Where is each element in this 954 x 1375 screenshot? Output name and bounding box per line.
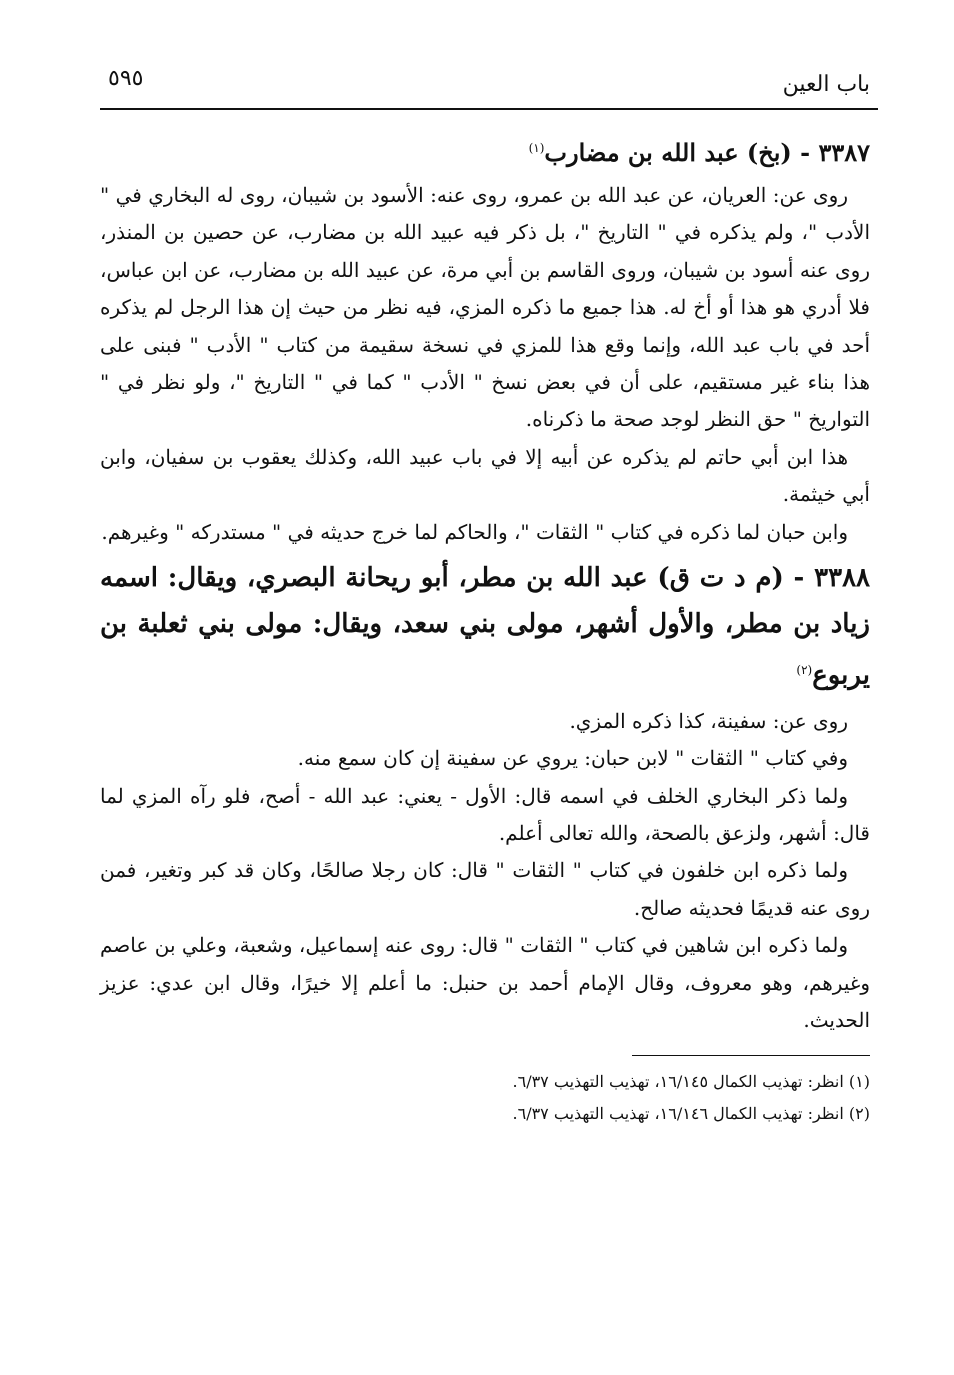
book-page (100, 60, 870, 1350)
entry-title: ٣٣٨٨ - (م د ت ق) عبد الله بن مطر، أبو ريحانة البصري، ويقال: اسمه زياد بن مطر، والأول أشهر، مولى بني سعد، ويقال: مولى بني ثعلبة بن يربوع$^{(٢)}$ (100, 563, 870, 691)
entry-paragraph: روى عن: سفينة، كذا ذكره المزي. (569, 708, 848, 733)
entry-paragraph: وابن حبان لما ذكره في كتاب " الثقات "، والحاكم لما خرج حديثه في " مستدركه " وغيرهم. (101, 519, 848, 544)
running-title: باب العين (782, 72, 870, 97)
entry-paragraph: ولما ذكره ابن خلفون في كتاب " الثقات " قال: كان رجلا صالحًا، وكان قد كبر وتغير، فمن روى عنه قديمًا فحديثه صالح. (100, 858, 870, 920)
footnote: (١) انظر: تهذيب الكمال ١٦/١٤٥، تهذيب التهذيب ٦/٣٧. (512, 1072, 870, 1092)
footnote-separator (632, 1055, 870, 1056)
header-rule (100, 108, 878, 110)
entry-paragraph: هذا ابن أبي حاتم لم يذكره عن أبيه إلا في باب عبيد الله، وكذلك يعقوب بن سفيان، وابن أبي خيثمة. (100, 444, 870, 507)
page-number: ٥٩٥ (108, 66, 144, 91)
running-header (100, 60, 870, 106)
entry-paragraph: ولما ذكر البخاري الخلف في اسمه قال: الأول - يعني: عبد الله - أصح، فلو رآه المزي لما قال: أشهر، ولزعق بالصحة، والله تعالى أعلم. (100, 783, 870, 845)
entry-title: ٣٣٨٧ - (بخ) عبد الله بن مضارب$^{(١)}$ (528, 138, 870, 167)
entry-paragraph: وفي كتاب " الثقات " لابن حبان: يروي عن سفينة إن كان سمع منه. (297, 746, 848, 771)
footnote-ref: (٢) (796, 663, 813, 678)
footnote-ref: (١) (528, 141, 545, 155)
footnote: (٢) انظر: تهذيب الكمال ١٦/١٤٦، تهذيب التهذيب ٦/٣٧. (512, 1104, 870, 1124)
entry-paragraph: روى عن: العريان، عن عبد الله بن عمرو، روى عنه: الأسود بن شيبان، روى له البخاري في " الأدب "، ولم يذكره في " التاريخ "، بل ذكر فيه عبيد الله بن مضارب، عن حصين بن المنذر، روى عنه أسود بن شيبان، وروى القاسم بن أبي مرة، عن عبيد الله بن مضارب، عن ابن عباس، فلا أدري هو هذا أو أخ له. هذا جميع ما ذكره المزي، فيه نظر من حيث إن هذا الرجل لم يذكره أحد في باب عبد الله، وإنما وقع هذا للمزي في نسخة سقيمة من كتاب " الأدب " فبنى على هذا بناء غير مستقيم، على أن في بعض نسخ " الأدب " كما في " التاريخ "، ولو نظر في " التواريخ " حق النظر لوجد صحة ما ذكرناه. (100, 183, 870, 432)
entry-paragraph: ولما ذكره ابن شاهين في كتاب " الثقات " قال: روى عنه إسماعيل، وشعبة، وعلي بن عاصم وغيرهم، وهو معروف، وقال الإمام أحمد بن حنبل: ما أعلم إلا خيرًا، وقال ابن عدي: عزيز الحديث. (100, 933, 870, 1032)
page-content (100, 128, 870, 1130)
